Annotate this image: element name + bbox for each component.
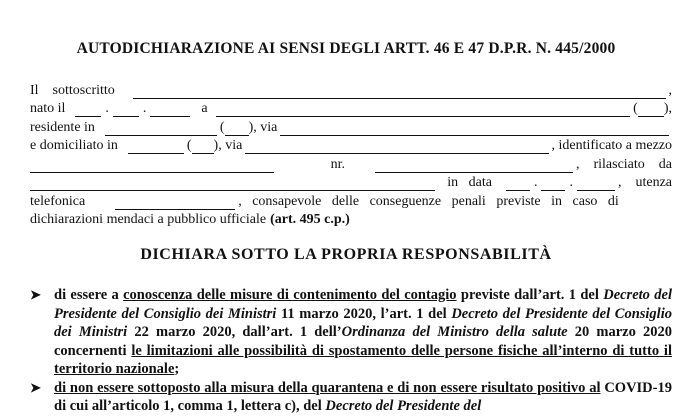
declarations-list [30,286,672,416]
via-label: ), via [248,119,278,135]
residence-city-field[interactable] [105,123,217,136]
row-documento [30,154,672,173]
utenza-label: , utenza [617,175,672,190]
birth-day-field[interactable] [75,104,101,117]
in-data-label: in data [447,175,492,190]
birth-year-field[interactable] [150,104,190,117]
declaration-item: ➤ di essere a conoscenza delle misure di contenimento del contagio previste dall’art. 1 del Decreto del Presidente del Consiglio dei Ministri 11 marzo 2020, l’art. 1 del Decreto del Presidente del Consiglio dei Ministri 22 marzo 2020, dall’art. 1 dell’Ordinanza del Ministro della salute 20 marzo 2020 concernenti le limitazioni alle possibilità di spostamento delle persone fisiche all’interno di tutto il territorio nazionale; [30,287,673,377]
residence-province-field[interactable] [225,123,249,136]
issue-day-field[interactable] [506,178,530,191]
issuer-field[interactable] [30,178,435,191]
declaration-item: ➤ di non essere sottoposto alla misura della quarantena e di non essere risultato positivo al COVID-19 di cui all’articolo 1, comma 1, lettera c), del Decreto del Presidente del [30,379,672,414]
issue-year-field[interactable] [577,178,615,191]
telefonica-label: telefonica [30,193,86,209]
declaration-form [30,80,672,228]
birth-month-field[interactable] [113,104,139,117]
id-number-field[interactable] [375,160,573,173]
row-domiciliato: e domiciliato in ( ), via , identificato a mezzo [30,138,672,153]
birth-province-field[interactable] [638,104,664,117]
a-label: a [201,101,208,116]
identificato-label: , identificato a mezzo [551,138,672,153]
via-label-2: ), via [213,138,243,153]
domiciliato-label: e domiciliato in [30,138,118,153]
document-title: AUTODICHIARAZIONE AI SENSI DEGLI ARTT. 46 E 47 D.P.R. N. 445/2000 [76,40,616,57]
birth-place-field[interactable] [216,104,631,117]
row-residente: residente in ( ), via [30,117,672,136]
domicile-street-field[interactable] [245,141,548,154]
id-document-field[interactable] [30,160,274,173]
consapevole-text: , consapevole delle conseguenze penali previste in caso di [238,193,619,209]
arrow-bullet-icon: ➤ [30,379,41,395]
art-reference: (art. 495 c.p.) [270,212,350,227]
row-dichiarazioni [30,210,672,229]
residente-label: residente in [30,119,95,135]
row-telefonica [30,191,672,210]
nato-label: nato il [30,101,66,116]
domicile-city-field[interactable] [128,141,184,154]
row-nato: nato il . . a ( ), [30,101,672,116]
dichiarazioni-text: dichiarazioni mendaci a pubblico ufficiale [30,212,267,227]
arrow-bullet-icon: ➤ [30,287,41,302]
nr-label: nr. [330,156,345,172]
rilasciato-label: , rilasciato da [575,156,672,172]
residence-street-field[interactable] [280,123,669,136]
phone-field[interactable] [115,197,235,210]
full-name-field[interactable] [133,86,666,99]
row-sottoscritto: Il sottoscritto , [30,82,672,98]
issue-month-field[interactable] [541,178,565,191]
domicile-province-field[interactable] [192,141,214,154]
declaration-heading: DICHIARA SOTTO LA PROPRIA RESPONSABILITÀ [140,246,552,263]
row-rilascio: in data . . , utenza [30,173,672,192]
sottoscritto-label: Il sottoscritto [30,82,115,98]
